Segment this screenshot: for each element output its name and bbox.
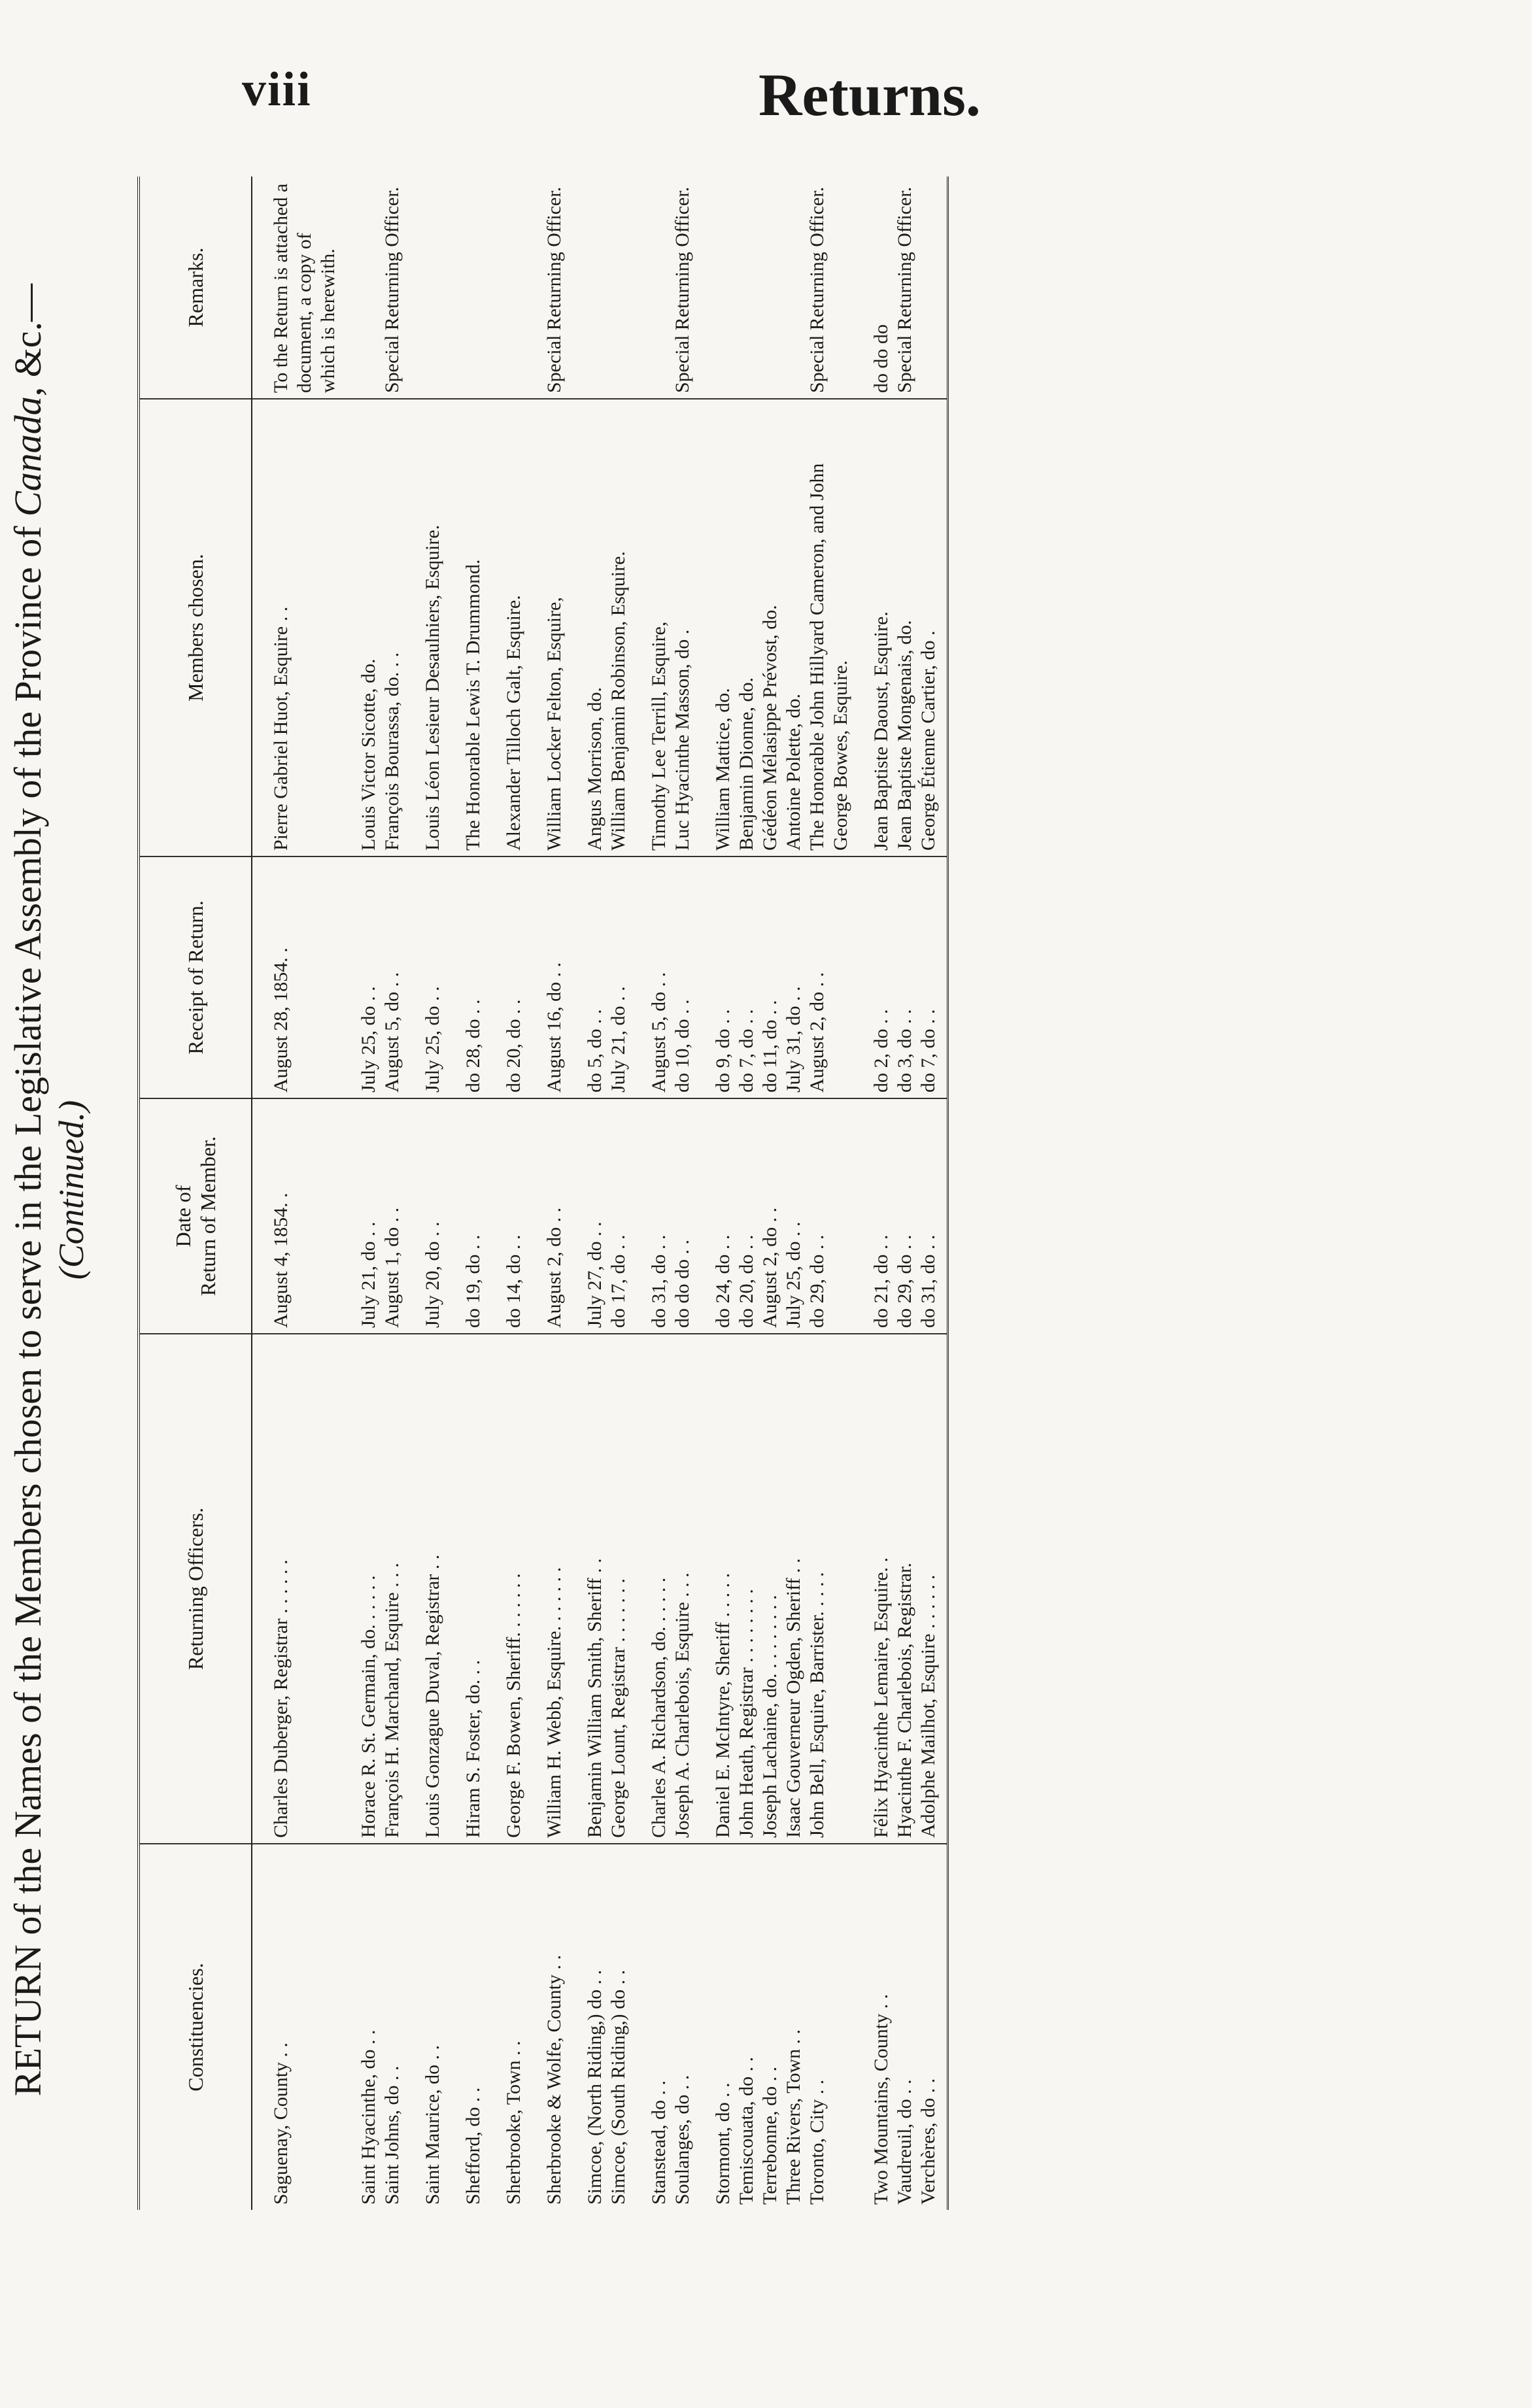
running-title: Returns. (758, 61, 981, 128)
rotated-table-area (0, 157, 1301, 2236)
cell-receipt-of-return: do 28, do . . (445, 856, 485, 1098)
cell-member-chosen: William Mattice, do. Benjamin Dionne, do. Gédéon Mélasippe Prévost, do. Antoine Polette, do. The Honorable John Hillyard Cameron, and John George Bowes, Esquire. (694, 399, 853, 856)
cell-remarks: Special Returning Officer. (694, 177, 853, 399)
table-row (853, 177, 948, 2210)
header-receipt-of-return: Receipt of Return. (139, 856, 252, 1098)
cell-constituency: Shefford, do . . (462, 2087, 484, 2205)
cell-date-of-return: July 27, do . . do 17, do . . (566, 1098, 630, 1334)
cell-remarks: Special Returning Officer. (340, 177, 404, 399)
cell-returning-officer: Félix Hyacinthe Lemaire, Esquire. . Hyacinthe F. Charlebois, Registrar. Adolphe Mailhot, Esquire . . . . . . (853, 1334, 948, 1844)
cell-date-of-return: do 31, do . . do do do . . (630, 1098, 694, 1334)
cell-constituency: Sherbrooke, Town . . (503, 2041, 524, 2205)
cell-constituency: Saint Hyacinthe, do . . Saint Johns, do . . (358, 2029, 403, 2205)
table-row (485, 177, 526, 2210)
cell-constituency: Two Mountains, County . . Vaudreuil, do . . Verchères, do . . (853, 1844, 948, 2210)
cell-constituency: Stormont, do . . Temiscouata, do . . Terrebonne, do . . Three Rivers, Town . . Toronto, City . . (712, 2029, 828, 2205)
cell-receipt-of-return: do 9, do . . do 7, do . . do 11, do . . July 31, do . . August 2, do . . (694, 856, 853, 1098)
table-row (340, 177, 404, 2210)
table-title-province: Canada (7, 396, 49, 517)
cell-remarks (404, 177, 445, 399)
cell-remarks: do do do Special Returning Officer. (853, 177, 948, 399)
cell-date-of-return: do 21, do . . do 29, do . . do 31, do . . (853, 1098, 948, 1334)
cell-date-of-return: July 21, do . . August 1, do . . (340, 1098, 404, 1334)
table-row (526, 177, 566, 2210)
cell-receipt-of-return: do 2, do . . do 3, do . . do 7, do . . (853, 856, 948, 1098)
cell-receipt-of-return: do 20, do . . (485, 856, 526, 1098)
cell-constituency: Stanstead, do . . Soulanges, do . . (648, 2075, 693, 2205)
cell-receipt-of-return: July 25, do . . (404, 856, 445, 1098)
header-constituencies: Constituencies. (139, 1844, 252, 2210)
cell-constituency: Simcoe, (North Riding,) do . . Simcoe, (South Riding,) do . . (584, 1969, 629, 2205)
cell-returning-officer: Louis Gonzague Duval, Registrar . . (404, 1334, 445, 1844)
cell-returning-officer: Hiram S. Foster, do. . . (445, 1334, 485, 1844)
cell-member-chosen: William Locker Felton, Esquire, (526, 399, 566, 856)
cell-member-chosen: Angus Morrison, do. William Benjamin Robinson, Esquire. (566, 399, 630, 856)
cell-returning-officer: Charles Duberger, Registrar . . . . . . (252, 1334, 340, 1844)
cell-remarks (445, 177, 485, 399)
table-row (404, 177, 445, 2210)
returns-table (137, 177, 949, 2210)
header-remarks: Remarks. (139, 177, 252, 399)
cell-date-of-return: do 19, do . . (445, 1098, 485, 1334)
cell-receipt-of-return: July 25, do . . August 5, do . . (340, 856, 404, 1098)
cell-receipt-of-return: August 16, do . . (526, 856, 566, 1098)
cell-date-of-return: do 14, do . . (485, 1098, 526, 1334)
table-row (445, 177, 485, 2210)
cell-member-chosen: Jean Baptiste Daoust, Esquire. Jean Baptiste Mongenais, do. George Étienne Cartier, do . (853, 399, 948, 856)
table-title-text: RETURN of the Names of the Members chosen to serve in the Legislative Assembly of the Province of (7, 516, 49, 2097)
cell-constituency: Saguenay, County . . (270, 2042, 292, 2205)
cell-returning-officer: George F. Bowen, Sheriff. . . . . . . (485, 1334, 526, 1844)
table-header-row (139, 177, 252, 2210)
cell-member-chosen: The Honorable Lewis T. Drummond. (445, 399, 485, 856)
cell-remarks: Special Returning Officer. (630, 177, 694, 399)
cell-remarks: Special Returning Officer. (526, 177, 566, 399)
table-row (694, 177, 853, 2210)
cell-returning-officer: Horace R. St. Germain, do. . . . . . François H. Marchand, Esquire . . . (340, 1334, 404, 1844)
table-subtitle: (Continued.) (52, 1100, 91, 1280)
cell-remarks (566, 177, 630, 399)
cell-member-chosen: Louis Léon Lesieur Desaulniers, Esquire. (404, 399, 445, 856)
table-row (630, 177, 694, 2210)
cell-returning-officer: Daniel E. McIntyre, Sheriff . . . . . John Heath, Registrar . . . . . . . . Joseph Lachaine, do. . . . . . . . . Isaac Gouverneur Ogden, Sheriff . . John Bell, Esquire, Barrister. . . . . (694, 1334, 853, 1844)
table-row (252, 177, 340, 2210)
cell-date-of-return: August 4, 1854. . (252, 1098, 340, 1334)
cell-receipt-of-return: August 28, 1854. . (252, 856, 340, 1098)
cell-returning-officer: Charles A. Richardson, do. . . . . . Joseph A. Charlebois, Esquire . . . (630, 1334, 694, 1844)
cell-receipt-of-return: August 5, do . . do 10, do . . (630, 856, 694, 1098)
table-title (7, 177, 93, 2203)
cell-date-of-return: August 2, do . . (526, 1098, 566, 1334)
cell-member-chosen: Louis Victor Sicotte, do. François Bourassa, do. . . (340, 399, 404, 856)
cell-constituency: Saint Maurice, do . . (422, 2044, 443, 2205)
cell-member-chosen: Alexander Tilloch Galt, Esquire. (485, 399, 526, 856)
cell-member-chosen: Timothy Lee Terrill, Esquire, Luc Hyacinthe Masson, do . (630, 399, 694, 856)
header-returning-officers: Returning Officers. (139, 1334, 252, 1844)
cell-receipt-of-return: do 5, do . . July 21, do . . (566, 856, 630, 1098)
cell-remarks (485, 177, 526, 399)
cell-date-of-return: July 20, do . . (404, 1098, 445, 1334)
table-title-suffix: , &c.— (7, 283, 49, 397)
page-number: viii (242, 63, 312, 116)
cell-returning-officer: William H. Webb, Esquire. . . . . . . (526, 1334, 566, 1844)
cell-constituency: Sherbrooke & Wolfe, County . . (543, 1955, 565, 2205)
cell-member-chosen: Pierre Gabriel Huot, Esquire . . (252, 399, 340, 856)
cell-remarks: To the Return is attached a document, a copy of which is herewith. (252, 177, 340, 399)
header-date-of-return: Date of Return of Member. (139, 1098, 252, 1334)
cell-returning-officer: Benjamin William Smith, Sheriff . . George Lount, Registrar . . . . . . . (566, 1334, 630, 1844)
table-row (566, 177, 630, 2210)
cell-date-of-return: do 24, do . . do 20, do . . August 2, do . . July 25, do . . do 29, do . . (694, 1098, 853, 1334)
header-members-chosen: Members chosen. (139, 399, 252, 856)
